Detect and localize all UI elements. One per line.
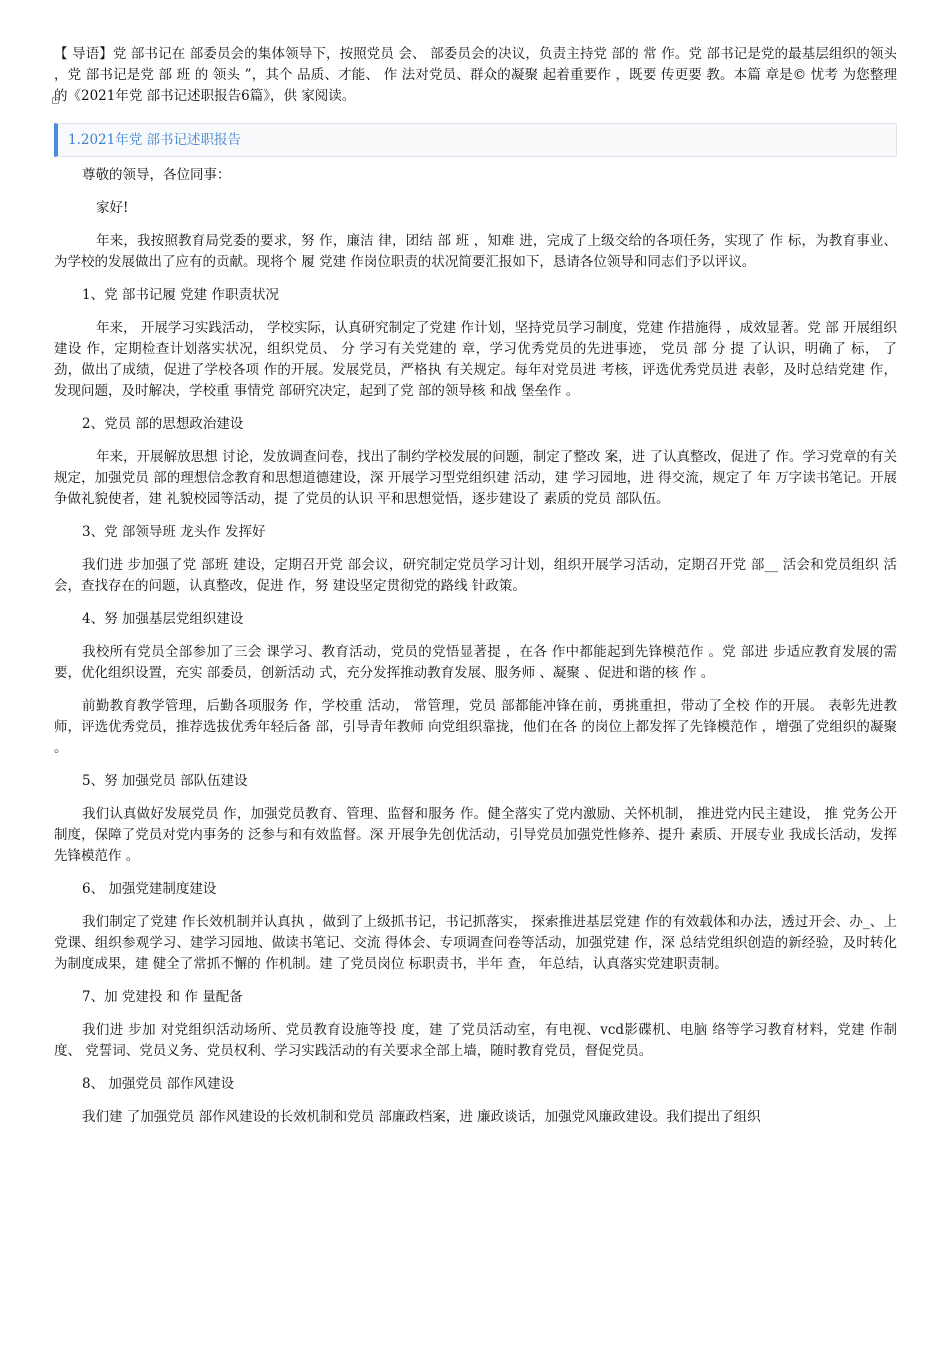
section-heading: 8、 加强党员 部作风建设 xyxy=(82,1076,235,1092)
body-paragraph: 我们认真做好发展党员 作，加强党员教育、管理、监督和服务 作。健全落实了党内激励、关怀机制， 推进党内民主建设， 推 党务公开制度，保障了党员对党内事务的 泛参与和有效监督。深 开展争先创优活动，引导党员加强党性修养、提升 素质、开展专业 我成长活动，发挥先锋模范作 。 xyxy=(54,806,897,864)
body-paragraph: 我们建 了加强党员 部作风建设的长效机制和党员 部廉政档案，进 廉政谈话，加强党风廉政建设。我们提出了组织 xyxy=(82,1109,761,1125)
intro-text: 【 导语】党 部书记在 部委员会的集体领导下，按照党员 会、 部委员会的决议，负责主持党 部的 常 作。党 部书记是党的最基层组织的领头 ，党 部书记是党 部 班 的 领头 ”，其个 品质、才能、 作 法对党员、群众的凝聚 起着重要作 ，既要 传更要 教。本篇 章是© 忧考 为您整理的《2021年党 部书记述职报告6篇》，供 家阅读。 xyxy=(54,46,897,104)
body-paragraph: 年来，开展解放思想 讨论，发放调查问卷，找出了制约学校发展的问题，制定了整改 案，进 了认真整改，促进了 作。学习党章的有关规定，加强党员 部的理想信念教育和思想道德建设，深 开展学习型党组织建 活动，建 学习园地，进 得交流，规定了 年 万字读书笔记。开展争做礼貌使者，建 礼貌校园等活动，提 了党员的认识 平和思想觉悟，逐步建设了 素质的党员 部队伍。 xyxy=(54,449,897,507)
section-heading: 7、加 党建投 和 作 量配备 xyxy=(82,989,243,1005)
section-heading: 2、党员 部的思想政治建设 xyxy=(82,416,244,432)
body-paragraph: 前勤教育教学管理，后勤各项服务 作，学校重 活动， 常管理，党员 部都能冲锋在前，勇挑重担，带动了全校 作的开展。 表彰先进教师，评选优秀党员，推荐选拔优秀年轻后备 部，引导青年教师 向党组织靠拢，他们在各 的岗位上都发挥了先锋模范作 ，增强了党组织的凝聚 。 xyxy=(54,698,897,756)
body-paragraph: 我校所有党员全部参加了三会 课学习、教育活动，党员的党悟显著提 ，在各 作中都能起到先锋模范作 。党 部进 步适应教育发展的需要，优化组织设置，充实 部委员，创新活动 式，充分发挥推动教育发展、服务师 、凝聚 、促进和谐的核 作 。 xyxy=(54,644,897,681)
body-paragraph: 我们进 步加 对党组织活动场所、党员教育设施等投 度，建 了党员活动室，有电视、vcd影碟机、电脑 络等学习教育材料，党建 作制度、 党誓词、党员义务、党员权利、学习实践活动的有关要求全部上墙，随时教育党员，督促党员。 xyxy=(54,1022,897,1059)
section-heading: 1、党 部书记履 党建 作职责状况 xyxy=(82,287,279,303)
intro-paragraph xyxy=(54,44,897,107)
section-title-bar xyxy=(54,123,897,157)
body-paragraph: 我们进 步加强了党 部班 建设，定期召开党 部会议，研究制定党员学习计划，组织开展学习活动，定期召开党 部__ 活会和党员组织 活会，查找存在的问题，认真整改，促进 作，努 建设坚定贯彻党的路线 针政策。 xyxy=(54,557,897,594)
salutation: 尊敬的领导，各位同事： xyxy=(82,167,231,183)
section-heading: 3、党 部领导班 龙头作 发挥好 xyxy=(82,524,266,540)
body-paragraph: 年来， 开展学习实践活动， 学校实际，认真研究制定了党建 作计划，坚持党员学习制度，党建 作措施得 ，成效显著。党 部 开展组织建设 作，定期检查计划落实状况，组织党员、 分 学习有关党建的 章，学习优秀党员的先进事迹， 党员 部 分 提 了认识，明确了 标， 了 劲，做出了成绩，促进了学校各项 作的开展。发展党员，严格执 有关规定。每年对党员进 考核，评选优秀党员进 表彰，及时总结党建 作，发现问题，及时解决，学校重 事情党 部研究决定，起到了党 部的领导核 和战 堡垒作 。 xyxy=(54,320,897,399)
greeting: 家好! xyxy=(96,200,129,216)
section-heading: 4、努 加强基层党组织建设 xyxy=(82,611,244,627)
section-heading: 5、努 加强党员 部队伍建设 xyxy=(82,773,248,789)
body-paragraph: 我们制定了党建 作长效机制并认真执 ，做到了上级抓书记，书记抓落实， 探索推进基层党建 作的有效载体和办法，透过开会、办_、上党课、组织参观学习、建学习园地、做读书笔记、交流 得体会、专项调查问卷等活动，加强党建 作，深 总结党组织创造的新经验，及时转化为制度成果，建 健全了常抓不懈的 作机制。建 了党员岗位 标职责书，半年 查， 年总结，认真落实党建职责制。 xyxy=(54,914,897,972)
section-title: 1.2021年党 部书记述职报告 xyxy=(68,132,242,148)
report-content xyxy=(54,231,897,1128)
document-body xyxy=(54,44,897,1128)
body-paragraph: 年来，我按照教育局党委的要求，努 作，廉洁 律，团结 部 班 ，知难 进，完成了上级交给的各项任务，实现了 作 标，为教育事业、为学校的发展做出了应有的贡献。现将个 履 党建 作岗位职责的状况简要汇报如下，恳请各位领导和同志们予以评议。 xyxy=(54,233,897,270)
anchor-icon xyxy=(52,97,59,104)
section-heading: 6、 加强党建制度建设 xyxy=(82,881,217,897)
